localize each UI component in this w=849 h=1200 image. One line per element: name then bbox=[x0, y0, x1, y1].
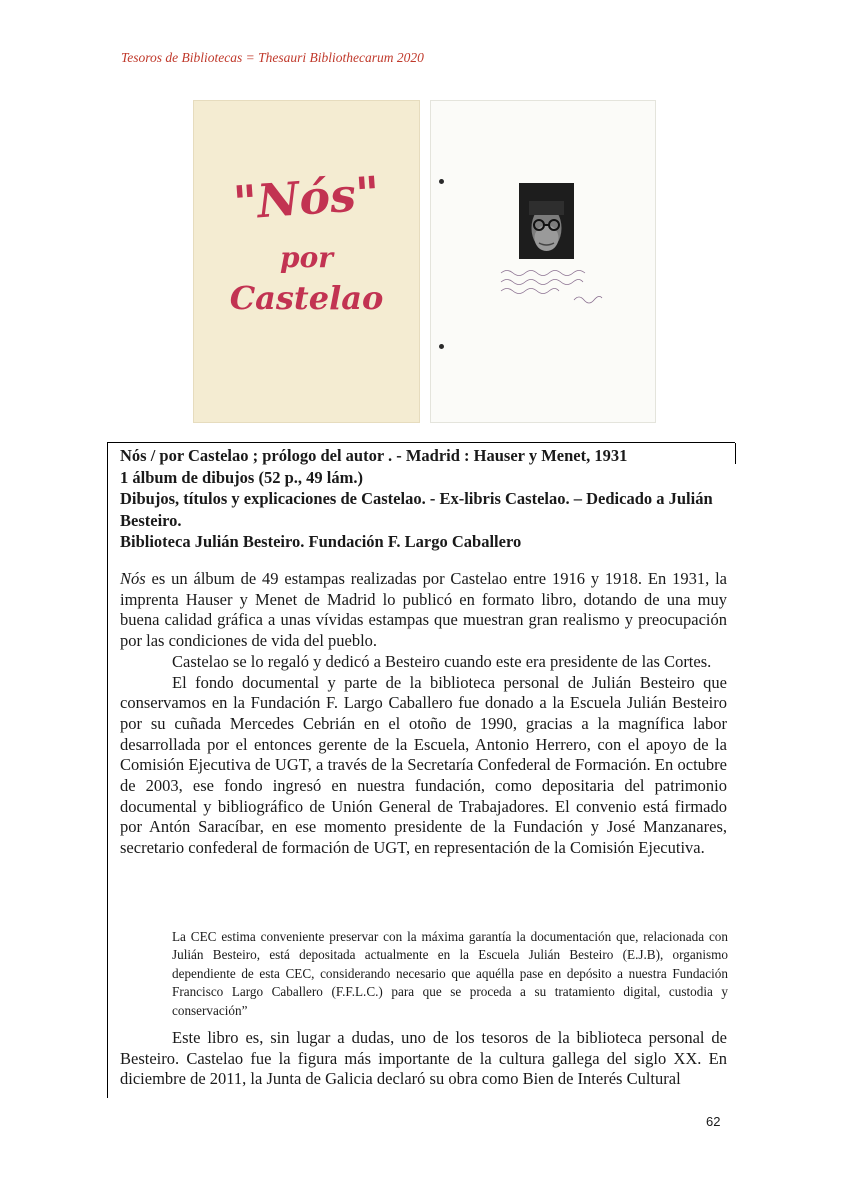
paragraph-3: El fondo documental y parte de la biblioteca personal de Julián Besteiro que conservamos en la Fundación F. Largo Caballero fue donado a la Escuela Julián Besteiro por su cuñada Mercedes Cebrián en el otoño de 1990, gracias a la magnífica labor desarrollada por el entonces gerente de la Escuela, Antonio Herrero, con el apoyo de la Comisión Ejecutiva de UGT, a través de la Secretaría Confederal de Formación. En octubre de 2003, ese fondo ingresó en nuestra fundación, como depositaria del patrimonio documental y bibliográfico de Unión General de Trabajadores. El convenio está firmado por Antón Saracíbar, en ese momento presidente de la Fundación y José Manzanares, secretario confederal de formación de UGT, en representación de la Comisión Ejecutiva. bbox=[120, 672, 727, 858]
body-text bbox=[120, 569, 727, 859]
bibliographic-record bbox=[120, 445, 730, 553]
book-cover-image bbox=[193, 100, 420, 423]
record-title-line: Nós / por Castelao ; prólogo del autor . - Madrid : Hauser y Menet, 1931 bbox=[120, 446, 628, 465]
record-extent-line: 1 álbum de dibujos (52 p., 49 lám.) bbox=[120, 467, 363, 487]
cover-title-castelao: Castelao bbox=[229, 279, 384, 317]
paragraph-4: Este libro es, sin lugar a dudas, uno de los tesoros de la biblioteca personal de Besteiro. Castelao fue la figura más importante de la cultura gallega del siglo XX. En diciembre de 2011, la Junta de Galicia declaró su obra como Bien de Interés Cultural bbox=[120, 1028, 727, 1089]
handwritten-dedication-image bbox=[499, 267, 609, 310]
running-head: Tesoros de Bibliotecas = Thesauri Bibliothecarum 2020 bbox=[121, 50, 424, 65]
cover-title-nos: "Nós" bbox=[231, 165, 382, 231]
cover-title-por: por bbox=[279, 241, 333, 274]
exlibris-portrait-image bbox=[519, 183, 574, 259]
record-holding-line: Biblioteca Julián Besteiro. Fundación F. Largo Caballero bbox=[120, 532, 522, 551]
body-text-continued bbox=[120, 1028, 727, 1090]
paragraph-1 bbox=[120, 569, 727, 652]
binding-hole bbox=[439, 179, 444, 184]
book-title-italic: Nós bbox=[120, 569, 146, 588]
paragraph-2: Castelao se lo regaló y dedicó a Besteiro cuando este era presidente de las Cortes. bbox=[172, 651, 712, 671]
block-quote: La CEC estima conveniente preservar con la máxima garantía la documentación que, relacionada con Julián Besteiro, está depositada actualmente en la Escuela Julián Besteiro (E.J.B), organismo dependiente de esta CEC, considerando necesario que aquélla pase en depósito a nuestra Fundación Francisco Largo Caballero (F.F.L.C.) para que se proceda a su tratamiento digital, custodia y conservación” bbox=[172, 929, 728, 1018]
page-number: 62 bbox=[706, 1114, 721, 1129]
paragraph-1-text: es un álbum de 49 estampas realizadas por Castelao entre 1916 y 1918. En 1931, la imprenta Hauser y Menet de Madrid lo publicó en formato libro, dotando de una muy buena calidad gráfica a unas vívidas estampas que muestran gran realismo y preocupación por las condiciones de vida del pueblo. bbox=[120, 569, 727, 651]
record-notes-line: Dibujos, títulos y explicaciones de Castelao. - Ex-libris Castelao. – Dedicado a Julián Besteiro. bbox=[120, 489, 713, 530]
exlibris-page-image bbox=[430, 100, 656, 423]
binding-hole bbox=[439, 344, 444, 349]
